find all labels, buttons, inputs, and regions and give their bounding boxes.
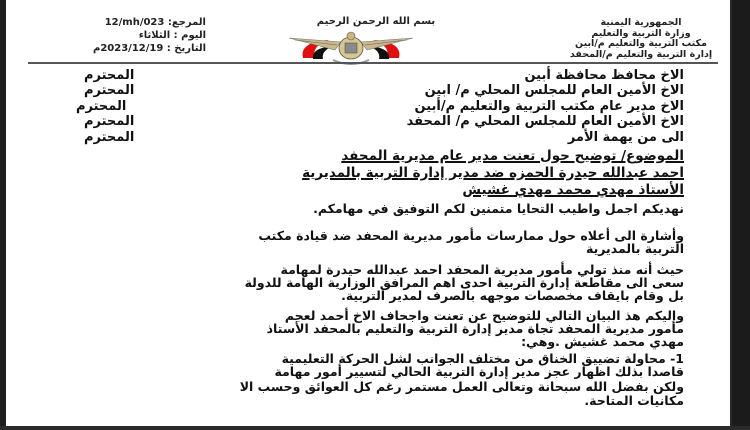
recipient-name: الى من يهمة الأمر (567, 129, 684, 145)
greeting-paragraph (84, 202, 684, 215)
yemen-emblem-icon (289, 28, 413, 66)
paragraph-line: سعى الى مقاطعة إدارة التربية احدى اهم المرافق الوزارية الهامة للدولة (244, 275, 684, 291)
day-value: الثلاثاء (138, 30, 171, 41)
paragraph-line: مكانيات المتاحة. (584, 392, 684, 408)
paragraph-line: نهديكم اجمل واطيب التحايا متمنين لكم التوفيق في مهامكم. (313, 201, 684, 216)
paragraph-line: وأشارة الى أعلاه حول ممارسات مأمور مديرية المحفد ضد قيادة مكتب (258, 228, 684, 243)
viewer-side-strip (732, 0, 750, 430)
recipient-row (76, 98, 684, 114)
recipient-row (84, 83, 684, 98)
date-value: 2023/12/19م (92, 43, 164, 54)
subject-line: الموضوع/ توضيح حول تعنت مدير عام مديرية المحفد (341, 148, 684, 164)
recipient-row (84, 68, 684, 83)
date-line (36, 42, 206, 55)
recipient-honorific: المحترم (84, 114, 135, 130)
recipients-list (76, 68, 684, 145)
day-label: اليوم : (173, 30, 206, 41)
issuer-line: مكتب التربية والتعليم م/ابين (575, 38, 707, 49)
subject-line: احمد عبدالله حيدرة الحمزه ضد مدير إدارة التربية بالمديرية (302, 165, 684, 181)
recipient-name: الاخ محافظ محافظة أبين (524, 68, 684, 83)
paragraph-line: مأمور مديرية المحفد تجاة مدير إدارة التربية والتعليم بالمحفد الأستاذ (266, 321, 684, 337)
paragraph-line: بل وقام بايقاف مخصصات موجهه بالصرف لمدير التربية. (341, 288, 684, 304)
reference-paragraph (84, 229, 684, 255)
point-one-paragraph (84, 352, 684, 407)
recipient-honorific: المحترم (84, 129, 135, 145)
context-paragraph (84, 263, 684, 303)
reference-label: المرجع: (167, 17, 206, 28)
recipient-row (84, 114, 684, 129)
paragraph-line: 1- محاولة تضييق الخناق من مختلف الجوانب لشل الحركة التعليمية (281, 351, 684, 366)
subject-line: الأستاذ مهدي محمد مهدي غشيش (462, 182, 684, 198)
day-line (36, 29, 206, 42)
subject-block (114, 148, 684, 199)
paragraph-line: التربية بالمديرية (585, 241, 684, 257)
paragraph-line: واليكم هذ البيان التالي للتوضيح عن تعنت واجحاف الاخ أحمد لعجم (284, 308, 684, 323)
recipient-name: الاخ مدير عام مكتب التربية والتعليم م/أبين (414, 98, 684, 114)
paragraph-line: مهدي محمد غشيش .وهي: (521, 334, 684, 350)
issuer-line: إدارة التربية والتعليم م/المحفد (569, 48, 713, 60)
issuer-line: الجمهورية اليمنية (600, 17, 682, 28)
reference-block (36, 16, 206, 55)
reference-value: 12/mh/023 (104, 17, 165, 28)
recipient-honorific: المحترم (76, 98, 127, 114)
paragraph-line: ولكن بفضل الله سبحانة وتعالى العمل مستمر رغم كل العوائق وحسب الا (239, 379, 684, 395)
document-page (6, 0, 732, 426)
recipient-name: الاخ الأمين العام للمجلس المحلي م/ ابين (424, 83, 684, 99)
recipient-row (84, 130, 684, 145)
paragraph-line: حيث أنه منذ تولي مأمور مديرية المحفد احمد عبدالله حيدرة لمهامة (280, 262, 684, 277)
viewer-bottom-edge (0, 426, 750, 430)
recipient-honorific: المحترم (84, 68, 135, 83)
reference-line (36, 16, 206, 29)
date-label: التاريخ : (166, 43, 206, 54)
statement-paragraph (84, 309, 684, 349)
recipient-name: الاخ الأمين العام للمجلس المحلي م/ المحفد (406, 114, 684, 130)
issuer-line: وزارة التربية والتعليم (591, 27, 691, 39)
paragraph-line: قاصدا بذلك اظهار عجز مدير إدارة التربية الحالي لتسيير أمور مهامة (274, 364, 684, 380)
issuer-block (566, 18, 716, 60)
recipient-honorific: المحترم (84, 83, 135, 99)
header-divider (28, 62, 718, 64)
basmala: بسم الله الرحمن الرحيم (316, 16, 436, 27)
